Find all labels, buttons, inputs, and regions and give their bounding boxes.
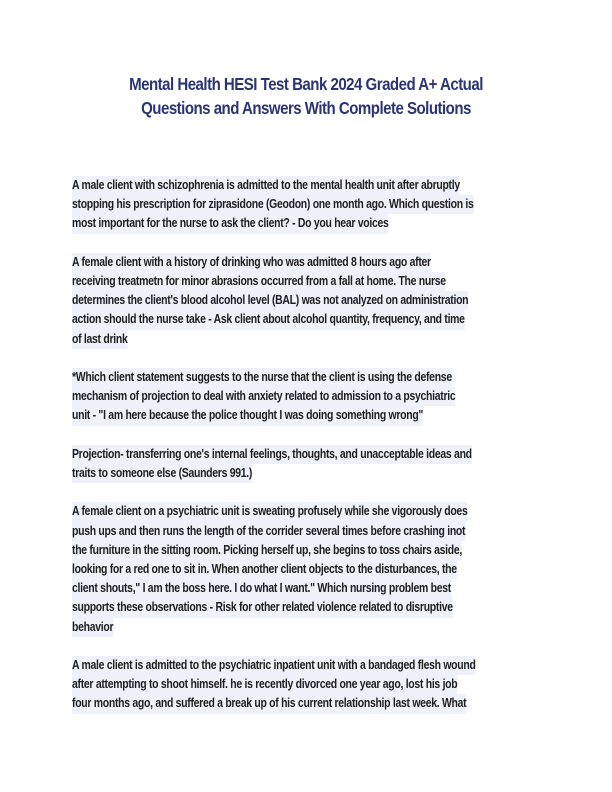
title-line: Mental Health HESI Test Bank 2024 Graded A+ Actual	[129, 74, 483, 94]
text-line: after attempting to shoot himself. he is recently divorced one year ago, lost his job	[72, 675, 457, 694]
text-line: the furniture in the sitting room. Picking herself up, she begins to toss chairs aside,	[72, 541, 462, 560]
text-line: push ups and then runs the length of the corrider several times before crashing inot	[72, 522, 465, 541]
question-paragraph-5	[72, 656, 546, 714]
text-line: Projection- transferring one's internal feelings, thoughts, and unacceptable ideas and	[72, 445, 472, 464]
text-line: four months ago, and suffered a break up of his current relationship last week. What	[72, 694, 466, 713]
title-line: Questions and Answers With Complete Solutions	[141, 98, 471, 118]
question-paragraph-2	[72, 253, 546, 349]
text-line: mechanism of projection to deal with anxiety related to admission to a psychiatric	[72, 387, 455, 406]
text-line: traits to someone else (Saunders 991.)	[72, 464, 252, 483]
definition-paragraph	[72, 445, 546, 483]
text-line: supports these observations - Risk for other related violence related to disruptive	[72, 598, 453, 617]
text-line: action should the nurse take - Ask client about alcohol quantity, frequency, and time	[72, 310, 465, 329]
text-line: looking for a red one to sit in. When another client objects to the disturbances, the	[72, 560, 457, 579]
text-line: *Which client statement suggests to the nurse that the client is using the defense	[72, 368, 452, 387]
question-paragraph-4	[72, 502, 546, 636]
document-title	[94, 72, 517, 120]
text-line: of last drink	[72, 330, 127, 349]
text-line: A female client on a psychiatric unit is sweating profusely while she vigorously does	[72, 502, 467, 521]
text-line: stopping his prescription for ziprasidone (Geodon) one month ago. Which question is	[72, 195, 474, 214]
text-line: A male client is admitted to the psychiatric inpatient unit with a bandaged flesh wound	[72, 656, 476, 675]
document-body	[72, 176, 546, 733]
text-line: A male client with schizophrenia is admitted to the mental health unit after abruptly	[72, 176, 460, 195]
text-line: most important for the nurse to ask the client? - Do you hear voices	[72, 214, 389, 233]
text-line: A female client with a history of drinking who was admitted 8 hours ago after	[72, 253, 431, 272]
text-line: receiving treatmetn for minor abrasions occurred from a fall at home. The nurse	[72, 272, 446, 291]
text-line: unit - "I am here because the police thought I was doing something wrong"	[72, 406, 423, 425]
text-line: behavior	[72, 618, 113, 637]
text-line: determines the client's blood alcohol level (BAL) was not analyzed on administration	[72, 291, 468, 310]
question-paragraph-1	[72, 176, 546, 234]
text-line: client shouts," I am the boss here. I do what I want." Which nursing problem best	[72, 579, 451, 598]
question-paragraph-3	[72, 368, 546, 426]
